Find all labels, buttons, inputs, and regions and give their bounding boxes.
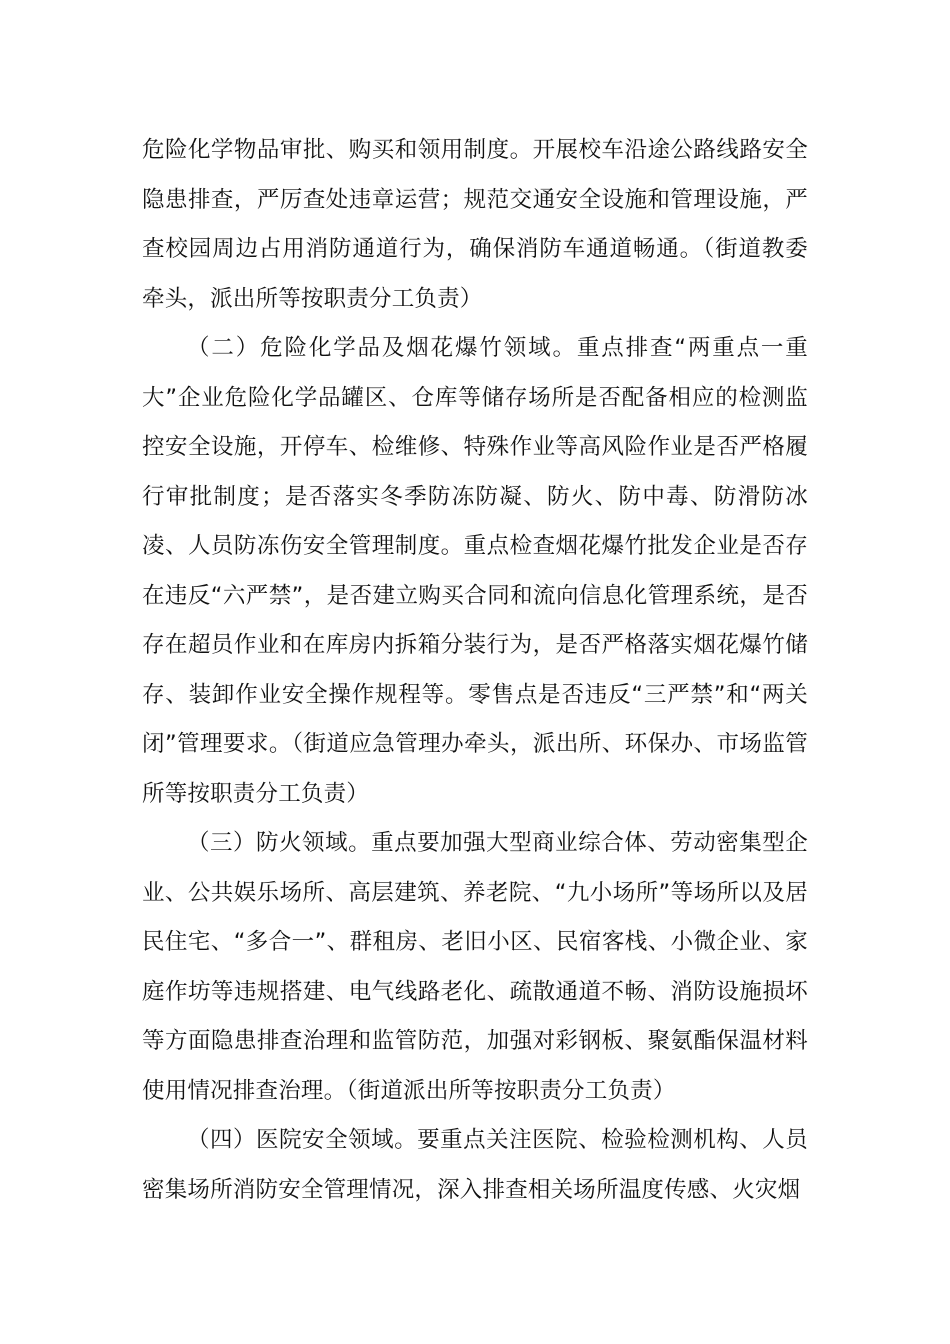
paragraph-school-safety-continued: 危险化学物品审批、购买和领用制度。开展校车沿途公路线路安全隐患排查，严厉查处违章运营；规范交通安全设施和管理设施，严查校园周边占用消防通道行为，确保消防车通道畅通。（街道教委牵头，派出所等按职责分工负责） <box>142 137 808 312</box>
paragraph-hospital-safety: （四）医院安全领域。要重点关注医院、检验检测机构、人员密集场所消防安全管理情况，深入排查相关场所温度传感、火灾烟 <box>142 1127 808 1203</box>
document-body <box>142 126 808 1215</box>
paragraph-fire-prevention: （三）防火领域。重点要加强大型商业综合体、劳动密集型企业、公共娱乐场所、高层建筑、养老院、“九小场所”等场所以及居民住宅、“多合一”、群租房、老旧小区、民宿客栈、小微企业、家庭作坊等违规搭建、电气线路老化、疏散通道不畅、消防设施损坏等方面隐患排查治理和监管防范，加强对彩钢板、聚氨酯保温材料使用情况排查治理。（街道派出所等按职责分工负责） <box>142 830 808 1104</box>
paragraph-hazardous-chemicals-fireworks: （二）危险化学品及烟花爆竹领域。重点排查“两重点一重大”企业危险化学品罐区、仓库等储存场所是否配备相应的检测监控安全设施，开停车、检维修、特殊作业等高风险作业是否严格履行审批制度；是否落实冬季防冻防凝、防火、防中毒、防滑防冰凌、人员防冻伤安全管理制度。重点检查烟花爆竹批发企业是否存在违反“六严禁”，是否建立购买合同和流向信息化管理系统，是否存在超员作业和在库房内拆箱分装行为，是否严格落实烟花爆竹储存、装卸作业安全操作规程等。零售点是否违反“三严禁”和“两关闭”管理要求。（街道应急管理办牵头，派出所、环保办、市场监管所等按职责分工负责） <box>142 335 808 807</box>
